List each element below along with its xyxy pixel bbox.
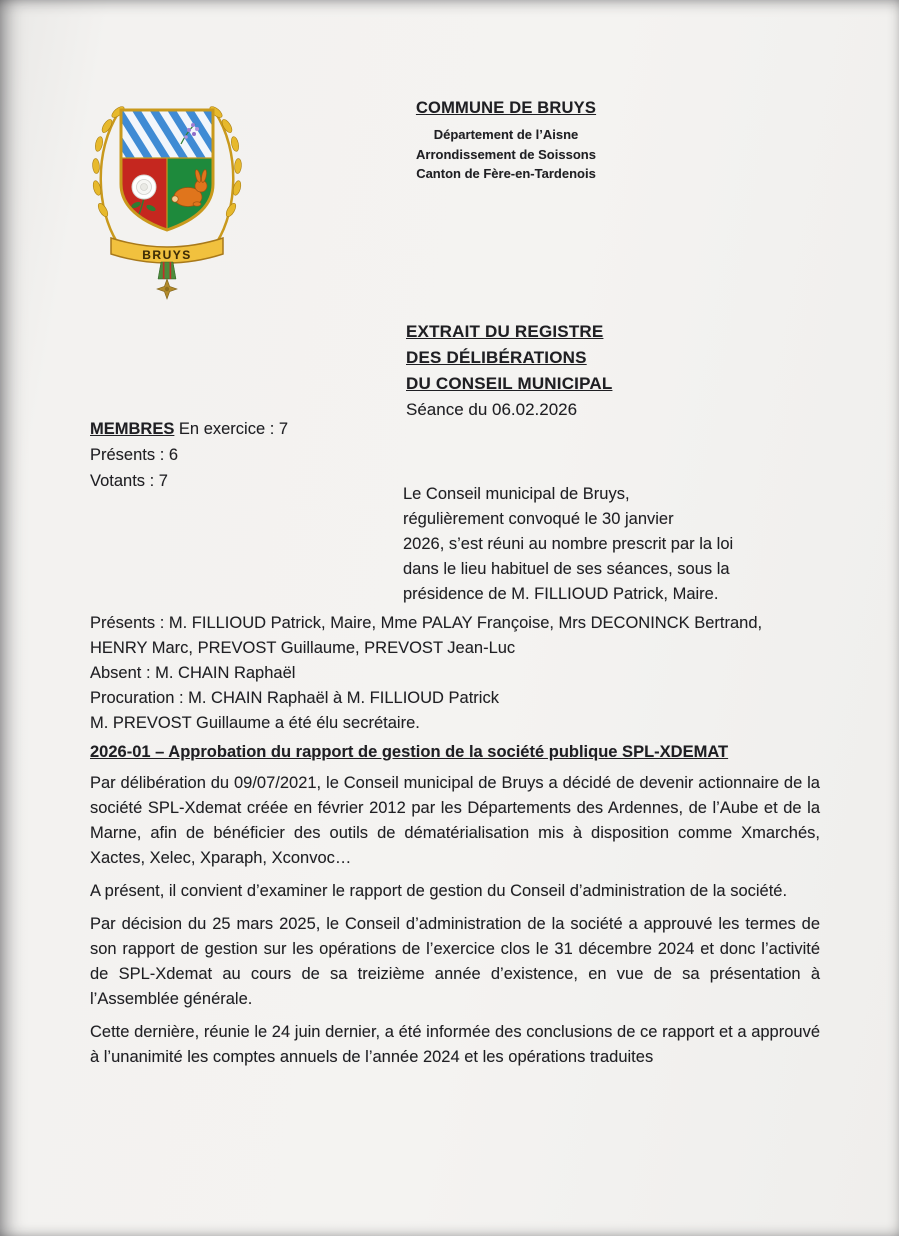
bruys-coat-of-arms: [85, 92, 250, 307]
banner-ribbon: [111, 238, 223, 263]
register-title-block: [406, 319, 612, 423]
members-presents-count: Présents : 6: [90, 446, 179, 464]
attendance-line: Présents : M. FILLIOUD Patrick, Maire, Mme PALAY Françoise, Mrs DECONINCK Bertrand, HENRY Marc, PREVOST Guillaume, PREVOST Jean-Luc: [90, 614, 763, 657]
commune-name: COMMUNE DE BRUYS: [415, 99, 597, 117]
attendance-line: M. PREVOST Guillaume a été élu secrétaire.: [90, 714, 420, 732]
convocation-line: dans le lieu habituel de ses séances, sous la: [403, 560, 730, 578]
convocation-paragraph: [403, 482, 733, 607]
deliberation-paragraphs: [90, 771, 820, 1070]
banner-text: BRUYS: [142, 248, 192, 262]
members-label: MEMBRES: [90, 420, 175, 438]
members-block: [90, 416, 288, 494]
register-title-line: DU CONSEIL MUNICIPAL: [406, 374, 613, 393]
attendance-line: Procuration : M. CHAIN Raphaël à M. FILLIOUD Patrick: [90, 689, 499, 707]
commune-header-line: Département de l’Aisne: [433, 127, 579, 142]
commune-subheader: [356, 125, 656, 184]
deliberation-paragraph: Par délibération du 09/07/2021, le Conseil municipal de Bruys a décidé de devenir actionnaire de la société SPL-Xdemat créée en février 2012 par les Départements des Ardennes, de l’Aube et de la Marne, afin de bénéficier des outils de dématérialisation mis à disposition comme Xmarchés, Xactes, Xelec, Xparaph, Xconvoc…: [90, 774, 820, 867]
convocation-line: régulièrement convoqué le 30 janvier: [403, 510, 674, 528]
session-date: Séance du 06.02.2026: [406, 400, 578, 419]
members-votants-count: Votants : 7: [90, 472, 168, 490]
deliberation-paragraph: Cette dernière, réunie le 24 juin dernier, a été informée des conclusions de ce rapport et a approuvé à l’unanimité les comptes annuels de l’année 2024 et les opérations traduites: [90, 1023, 820, 1066]
convocation-line: présidence de M. FILLIOUD Patrick, Maire.: [403, 585, 719, 603]
convocation-line: 2026, s’est réuni au nombre prescrit par la loi: [403, 535, 734, 553]
register-title-lines: [406, 319, 612, 397]
deliberation-paragraph: Par décision du 25 mars 2025, le Conseil d’administration de la société a approuvé les termes de son rapport de gestion sur les opérations de l’exercice clos le 31 décembre 2024 et donc l’activité de SPL-Xdemat au cours de sa treizième année d’existence, en vue de sa présentation à l’Assemblée générale.: [90, 915, 820, 1008]
convocation-line: Le Conseil municipal de Bruys,: [403, 485, 630, 503]
attendance-line: Absent : M. CHAIN Raphaël: [90, 664, 296, 682]
attendance-block: [90, 611, 780, 736]
commune-header-line: Arrondissement de Soissons: [416, 146, 596, 162]
register-title-line: EXTRAIT DU REGISTRE: [406, 322, 604, 341]
croix-de-guerre-medal-icon: [157, 262, 177, 299]
commune-header: [356, 99, 656, 184]
commune-header-line: Canton de Fère-en-Tardenois: [416, 166, 596, 181]
deliberation-section: [90, 740, 820, 1078]
deliberation-heading: 2026-01 – Approbation du rapport de gestion de la société publique SPL-XDEMAT: [90, 743, 729, 761]
deliberation-paragraph: A présent, il convient d’examiner le rapport de gestion du Conseil d’administration de la société.: [90, 882, 788, 900]
coat-of-arms-svg: [85, 92, 250, 307]
members-en-exercice-line: [90, 416, 288, 442]
register-title-line: DES DÉLIBÉRATIONS: [406, 348, 587, 367]
members-en-exercice-value: En exercice : 7: [174, 420, 289, 438]
